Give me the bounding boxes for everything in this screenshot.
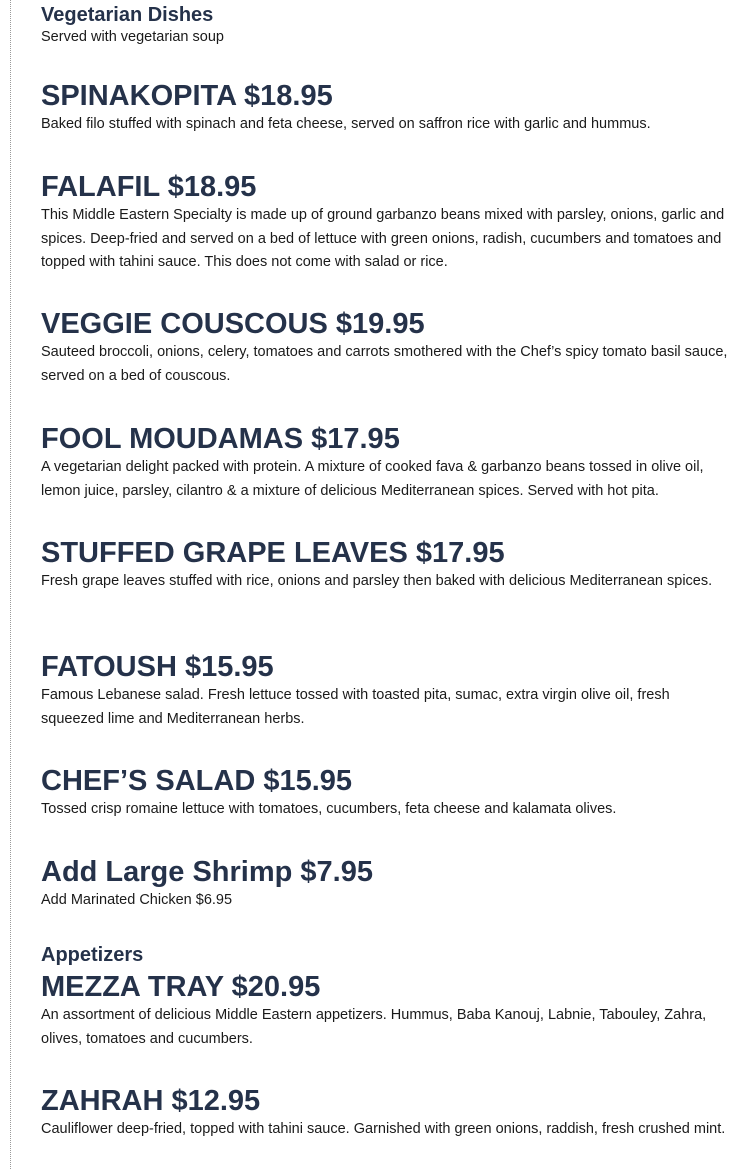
menu-item-title: Add Large Shrimp $7.95 — [41, 856, 373, 888]
menu-item-description: Baked filo stuffed with spinach and feta cheese, served on saffron rice with garlic and hummus. — [41, 116, 651, 132]
section-title-appetizers: Appetizers — [41, 944, 144, 966]
menu-item-description: Sauteed broccoli, onions, celery, tomatoes and carrots smothered with the Chef’s spicy tomato basil sauce, served on a bed of couscous. — [41, 344, 728, 384]
appetizers-section-header — [41, 943, 731, 967]
menu-item-fatoush — [41, 650, 731, 731]
vegetarian-section-header — [41, 3, 731, 47]
section-subtitle-vegetarian: Served with vegetarian soup — [41, 29, 224, 45]
menu-item-veggie-couscous — [41, 307, 731, 388]
menu-item-mezza-tray — [41, 970, 731, 1051]
menu-item-fool-moudamas — [41, 422, 731, 503]
menu-item-description: Cauliflower deep-fried, topped with tahini sauce. Garnished with green onions, raddish, fresh crushed mint. — [41, 1121, 726, 1137]
menu-item-falafil — [41, 170, 731, 275]
menu-item-title: FOOL MOUDAMAS $17.95 — [41, 423, 400, 455]
menu-item-title: FATOUSH $15.95 — [41, 651, 274, 683]
menu-item-description: Fresh grape leaves stuffed with rice, onions and parsley then baked with delicious Mediterranean spices. — [41, 573, 713, 589]
menu-item-title: SPINAKOPITA $18.95 — [41, 80, 333, 112]
menu-item-description: A vegetarian delight packed with protein. A mixture of cooked fava & garbanzo beans tossed in olive oil, lemon juice, parsley, cilantro & a mixture of delicious Mediterranean spices. Served with hot pita. — [41, 459, 704, 499]
menu-item-description: Famous Lebanese salad. Fresh lettuce tossed with toasted pita, sumac, extra virgin olive oil, fresh squeezed lime and Mediterranean herbs. — [41, 687, 670, 727]
left-dotted-rule — [10, 0, 11, 1169]
menu-item-title: VEGGIE COUSCOUS $19.95 — [41, 308, 425, 340]
menu-item-title: ZAHRAH $12.95 — [41, 1085, 261, 1117]
menu-item-zahrah — [41, 1084, 731, 1142]
menu-item-description: An assortment of delicious Middle Eastern appetizers. Hummus, Baba Kanouj, Labnie, Tabouley, Zahra, olives, tomatoes and cucumbers. — [41, 1007, 707, 1047]
menu-item-description: This Middle Eastern Specialty is made up of ground garbanzo beans mixed with parsley, onions, garlic and spices. Deep-fried and served on a bed of lettuce with green onions, radish, cucumbers and tomatoes and topped with tahini sauce. This does not come with salad or rice. — [41, 207, 725, 270]
menu-item-chefs-salad — [41, 764, 731, 822]
section-title-vegetarian: Vegetarian Dishes — [41, 4, 214, 26]
menu-item-stuffed-grape-leaves — [41, 536, 731, 594]
menu-item-title: CHEF’S SALAD $15.95 — [41, 765, 353, 797]
menu-item-title: FALAFIL $18.95 — [41, 171, 257, 203]
menu-item-description: Add Marinated Chicken $6.95 — [41, 892, 233, 908]
menu-item-title: STUFFED GRAPE LEAVES $17.95 — [41, 537, 505, 569]
menu-item-title: MEZZA TRAY $20.95 — [41, 971, 321, 1003]
menu-item-spinakopita — [41, 79, 731, 137]
menu-item-description: Tossed crisp romaine lettuce with tomatoes, cucumbers, feta cheese and kalamata olives. — [41, 801, 617, 817]
menu-item-add-large-shrimp — [41, 855, 731, 913]
